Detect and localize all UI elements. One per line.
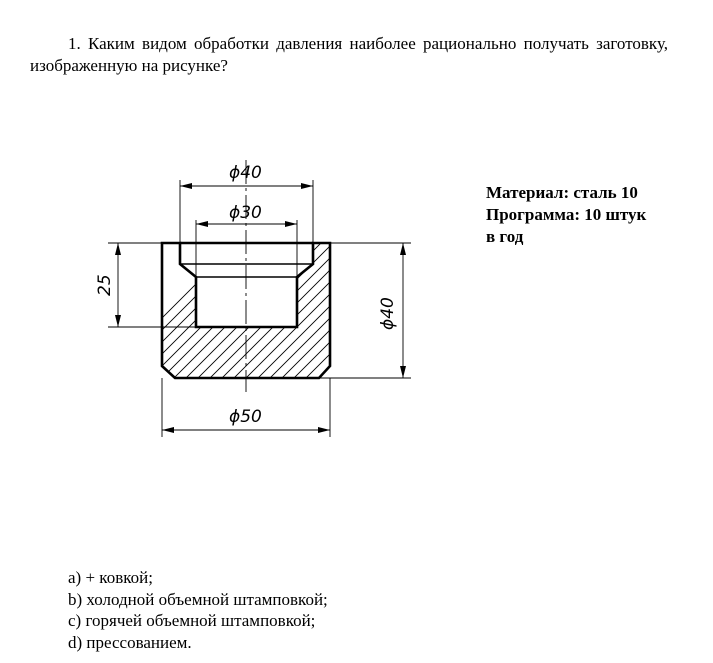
program-line-1: Программа: 10 штук bbox=[486, 205, 647, 224]
material-line: Материал: сталь 10 bbox=[486, 183, 638, 202]
program-line-2: в год bbox=[486, 227, 524, 246]
answer-option-b: b) холодной объемной штамповкой; bbox=[68, 589, 328, 609]
answer-option-d: d) прессованием. bbox=[68, 632, 192, 652]
dim-label-inner-top: ϕ30 bbox=[229, 203, 262, 223]
answer-option-a: a) + ковкой; bbox=[68, 568, 153, 587]
material-info bbox=[486, 182, 686, 248]
answer-list bbox=[68, 567, 328, 653]
answer-option-c: c) горячей объемной штамповкой; bbox=[68, 611, 316, 630]
dim-label-outer-top: ϕ40 bbox=[229, 163, 262, 183]
question-text: 1. Каким видом обработки давления наиболее рационально получать заготовку, изображенную на рисунке? bbox=[30, 34, 668, 75]
dim-label-height: 25 bbox=[95, 274, 115, 296]
dim-label-bottom: ϕ50 bbox=[229, 407, 262, 427]
section-hatching bbox=[20, 240, 528, 460]
dim-label-right: ϕ40 bbox=[378, 297, 398, 330]
